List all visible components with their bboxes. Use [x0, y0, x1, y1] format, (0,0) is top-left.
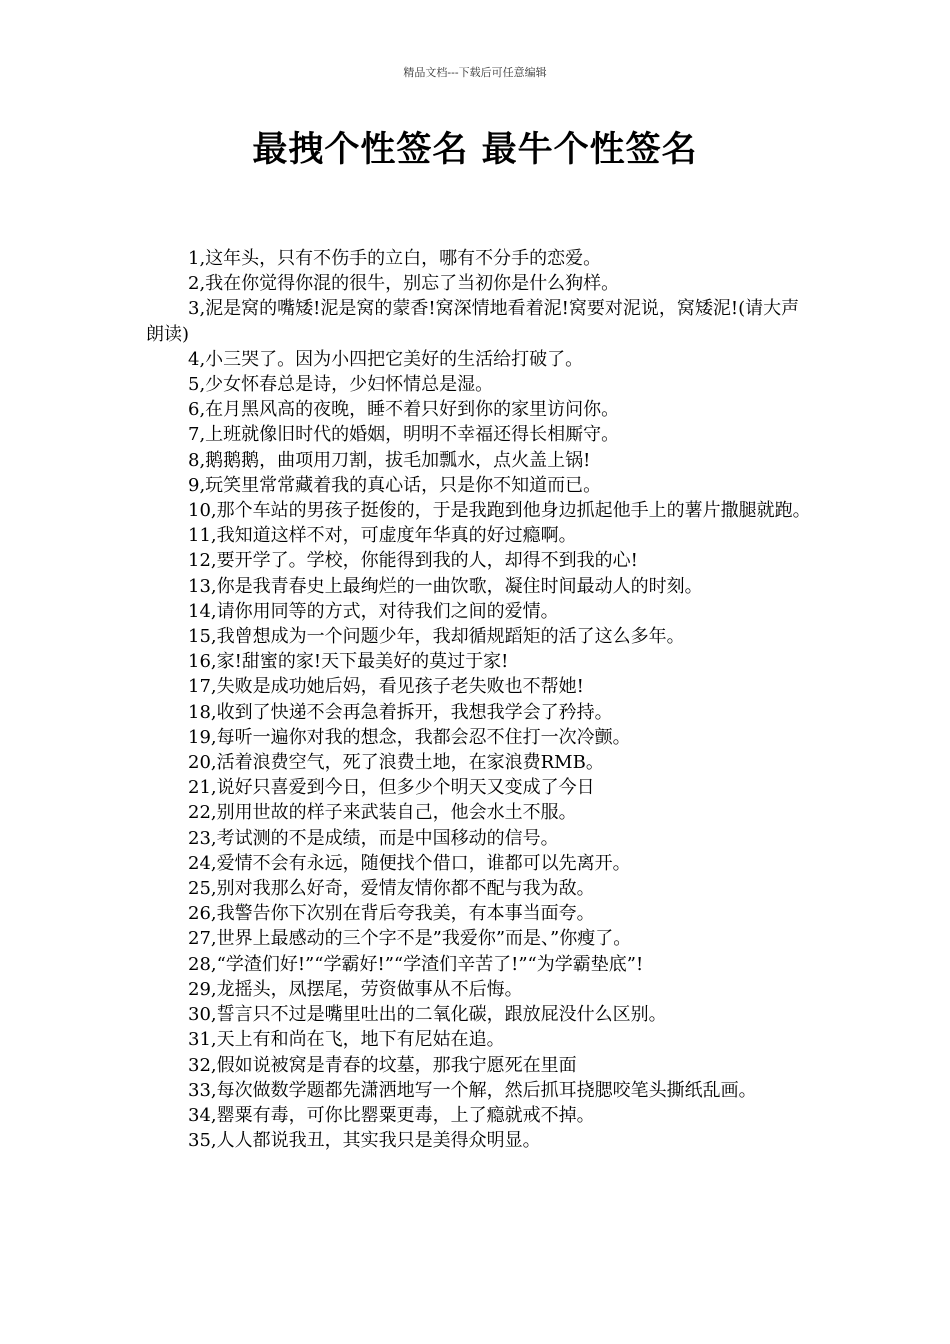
- signature-line: 29,龙摇头，凤摆尾，劳资做事从不后悔。: [188, 978, 523, 1000]
- signature-line: 21,说好只喜爱到今日，但多少个明天又变成了今日: [188, 777, 595, 799]
- signature-line: 2,我在你觉得你混的很牛，别忘了当初你是什么狗样。: [188, 273, 620, 295]
- signature-line: 3,泥是窝的嘴矮!泥是窝的蒙香!窝深情地看着泥!窝要对泥说，窝矮泥!(请大声朗读): [146, 298, 800, 345]
- signature-line: 18,收到了快递不会再急着拆开，我想我学会了矜持。: [188, 701, 613, 723]
- signature-line: 4,小三哭了。因为小四把它美好的生活给打破了。: [188, 348, 584, 370]
- header-note: 精品文档---下载后可任意编辑: [403, 66, 547, 79]
- signature-line: 7,上班就像旧时代的婚姻，明明不幸福还得长相厮守。: [188, 424, 620, 446]
- signature-line: 31,天上有和尚在飞，地下有尼姑在追。: [188, 1029, 505, 1051]
- signature-line: 14,请你用同等的方式，对待我们之间的爱情。: [188, 600, 559, 622]
- signature-line: 26,我警告你下次别在背后夸我美，有本事当面夸。: [188, 903, 595, 925]
- signature-line: 27,世界上最感动的三个字不是”我爱你”而是、”你瘦了。: [188, 928, 632, 950]
- signature-line: 13,你是我青春史上最绚烂的一曲饮歌，凝住时间最动人的时刻。: [188, 575, 703, 597]
- signature-line: 5,少女怀春总是诗，少妇怀情总是湿。: [188, 374, 494, 396]
- signature-line: 23,考试测的不是成绩，而是中国移动的信号。: [188, 827, 559, 849]
- signature-line: 15,我曾想成为一个问题少年，我却循规蹈矩的活了这么多年。: [188, 626, 685, 648]
- signature-line: 34,罂粟有毒，可你比罂粟更毒，上了瘾就戒不掉。: [188, 1104, 595, 1126]
- signature-line: 30,誓言只不过是嘴里吐出的二氧化碳，跟放屁没什么区别。: [188, 1004, 667, 1026]
- signature-line: 16,家!甜蜜的家!天下最美好的莫过于家!: [188, 651, 509, 673]
- signature-line: 1,这年头，只有不伤手的立白，哪有不分手的恋爱。: [188, 248, 602, 269]
- signature-line: 9,玩笑里常常藏着我的真心话，只是你不知道而已。: [188, 474, 602, 496]
- signature-line: 6,在月黑风高的夜晚，睡不着只好到你的家里访问你。: [188, 399, 620, 421]
- signature-line: 33,每次做数学题都先潇洒地写一个解，然后抓耳挠腮咬笔头撕纸乱画。: [188, 1079, 757, 1101]
- signature-line: 35,人人都说我丑，其实我只是美得众明显。: [188, 1130, 541, 1152]
- signature-line: 17,失败是成功她后妈，看见孩子老失败也不帮她!: [188, 676, 584, 698]
- signature-line: 25,别对我那么好奇，爱情友情你都不配与我为敌。: [188, 878, 595, 900]
- signature-line: 12,要开学了。学校，你能得到我的人，却得不到我的心!: [188, 550, 638, 572]
- signature-line: 28,“学渣们好!”“学霸好!”“学渣们辛苦了!”“为学霸垫底”!: [188, 953, 644, 975]
- signature-line: 10,那个车站的男孩子挺俊的，于是我跑到他身边抓起他手上的薯片撒腿就跑。: [188, 500, 811, 522]
- signature-line: 22,别用世故的样子来武装自己，他会水土不服。: [188, 802, 577, 824]
- signature-line: 11,我知道这样不对，可虚度年华真的好过瘾啊。: [188, 525, 577, 547]
- page-title: 最拽个性签名 最牛个性签名: [252, 130, 698, 170]
- signature-list: [146, 246, 814, 1153]
- signature-line: 20,活着浪费空气，死了浪费土地，在家浪费RMB。: [188, 752, 604, 774]
- signature-line: 24,爱情不会有永远，随便找个借口，谁都可以先离开。: [188, 852, 631, 874]
- signature-line: 32,假如说被窝是青春的坟墓，那我宁愿死在里面: [188, 1054, 577, 1076]
- signature-line: 8,鹅鹅鹅，曲项用刀割，拔毛加瓢水，点火盖上锅!: [188, 449, 591, 471]
- signature-line: 19,每听一遍你对我的想念，我都会忍不住打一次冷颤。: [188, 726, 631, 748]
